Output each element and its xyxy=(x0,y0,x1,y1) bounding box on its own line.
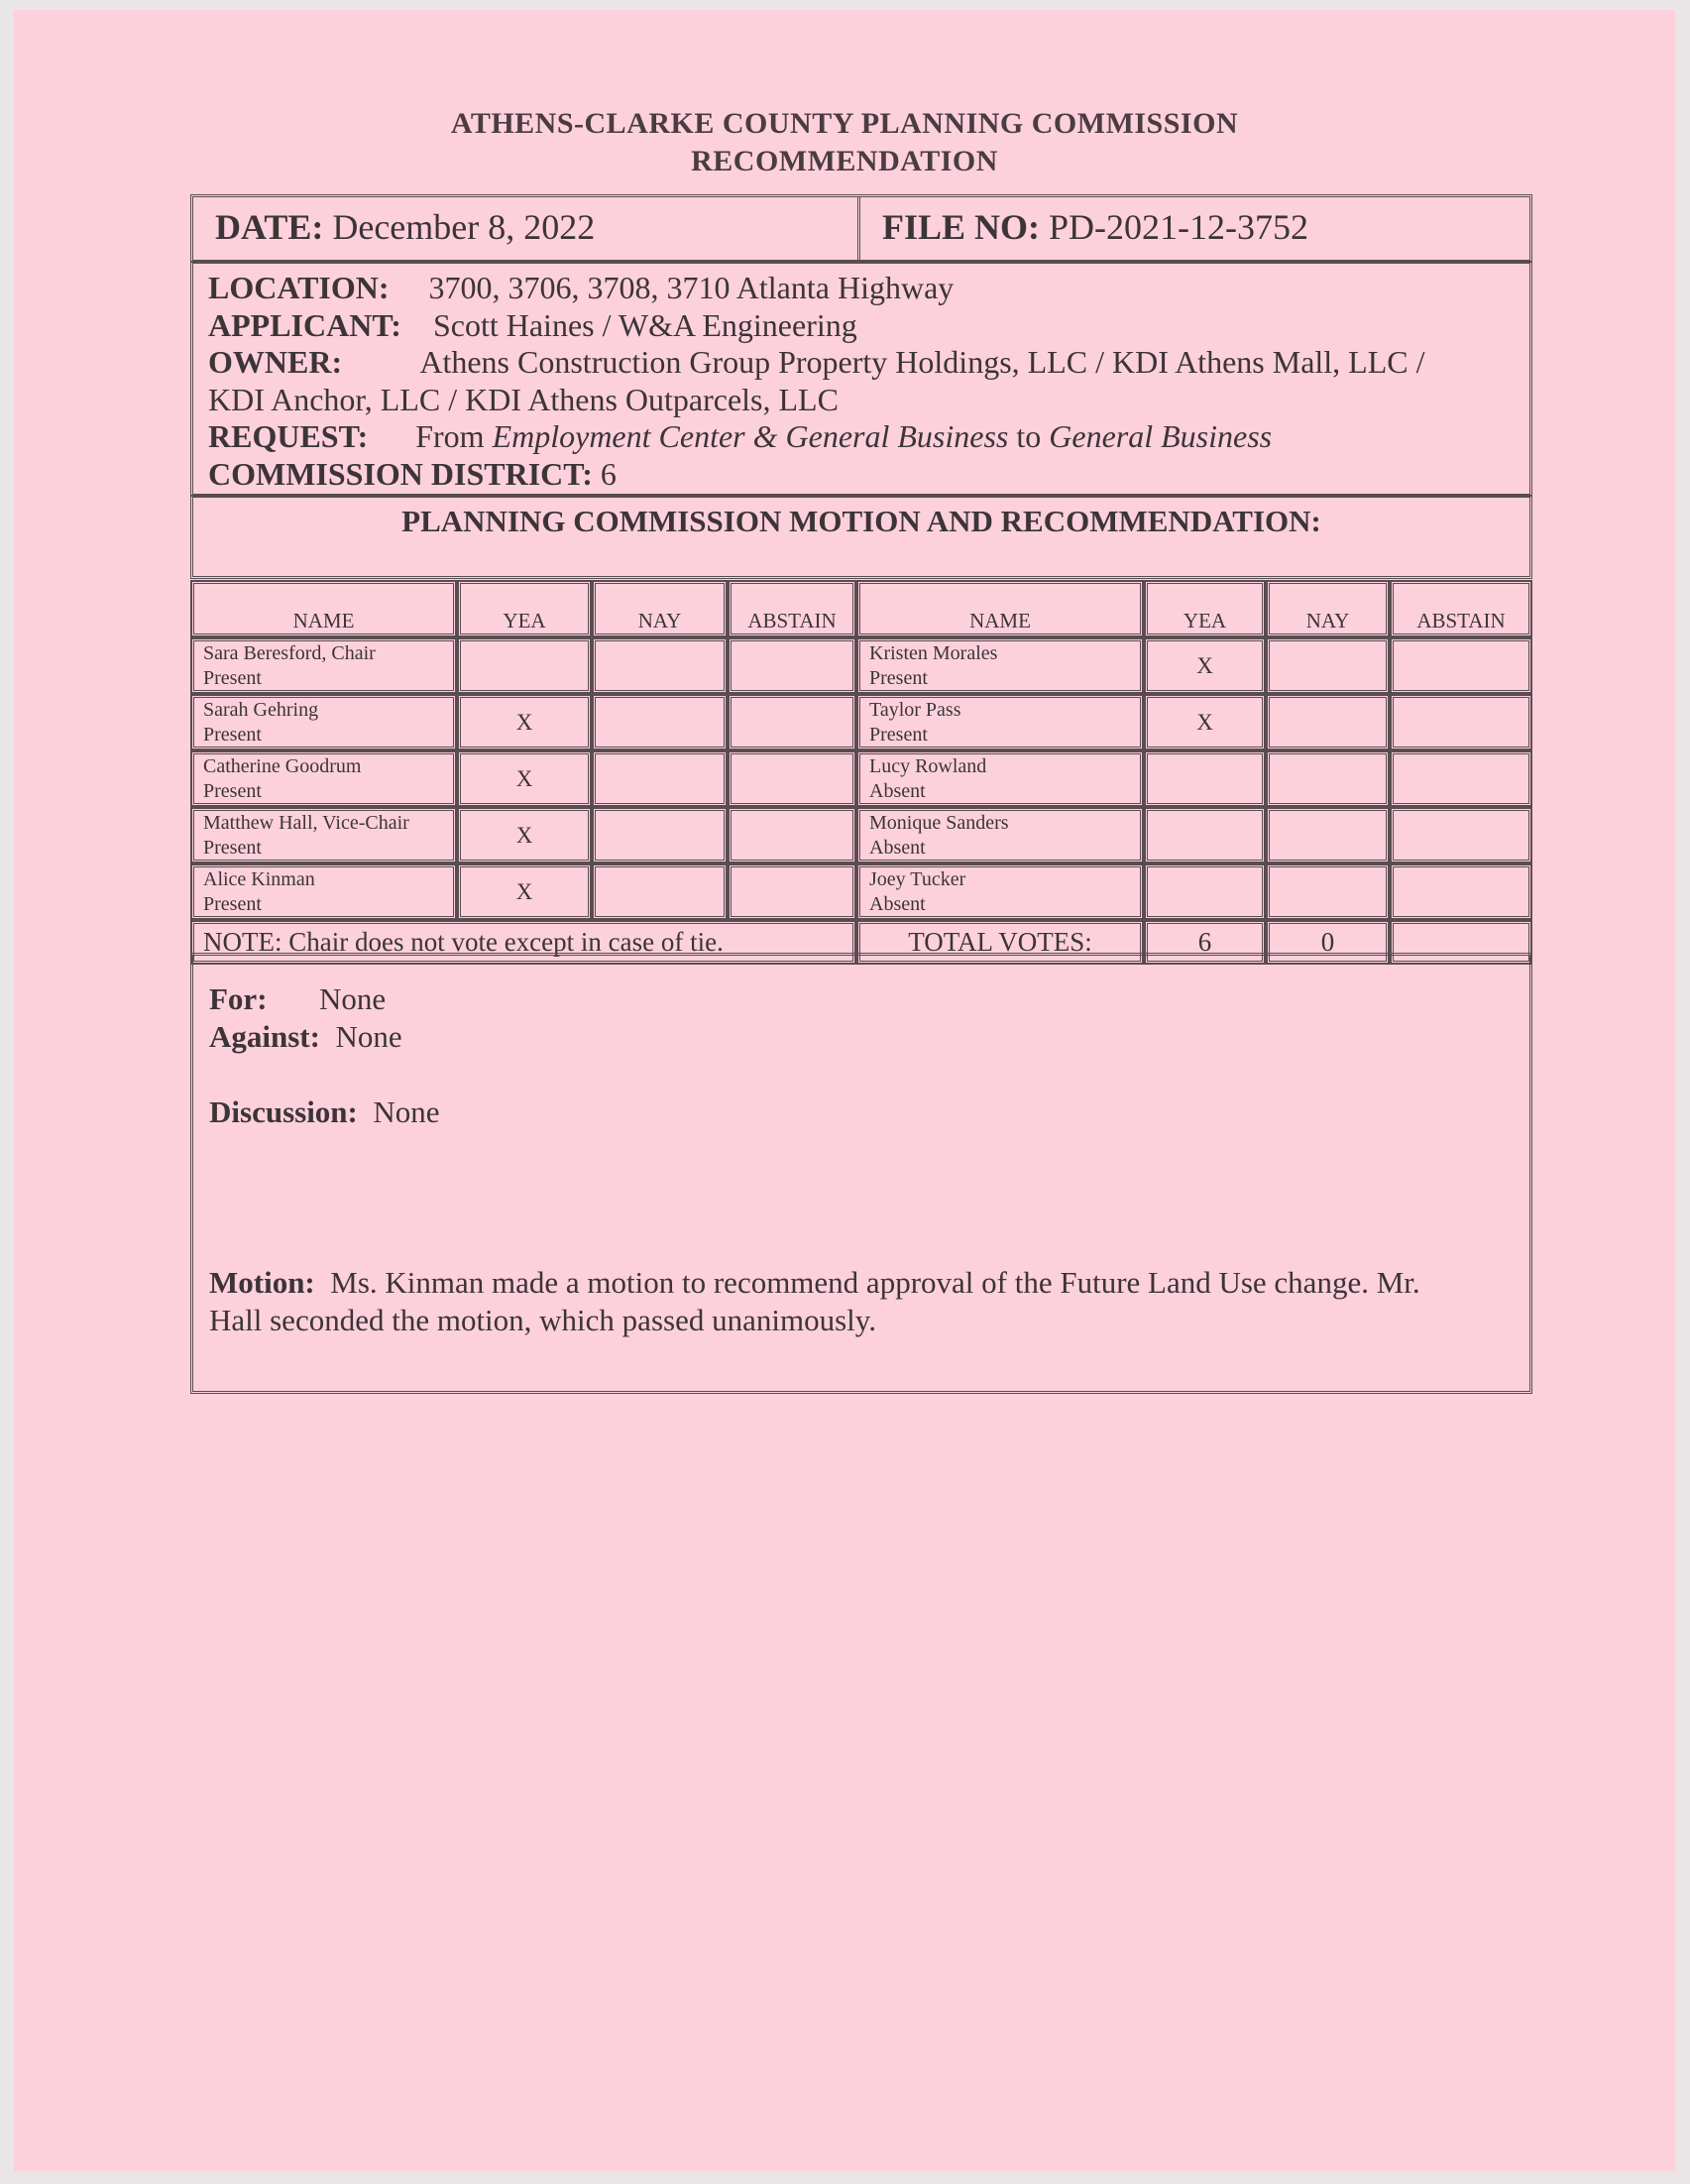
header-abstain-left: ABSTAIN xyxy=(728,580,856,637)
nay-cell xyxy=(1266,863,1390,920)
member-name: Joey Tucker xyxy=(869,868,966,890)
file-value: PD-2021-12-3752 xyxy=(1049,207,1308,247)
member-cell xyxy=(190,637,457,694)
yea-cell: X xyxy=(1144,694,1266,750)
total-nay: 0 xyxy=(1266,920,1390,965)
abstain-cell xyxy=(728,807,856,863)
applicant-line xyxy=(208,307,1529,345)
date-label: DATE: xyxy=(215,207,324,247)
discussion-label: Discussion: xyxy=(209,1094,358,1129)
nay-cell xyxy=(592,750,728,807)
member-name: Kristen Morales xyxy=(869,642,998,664)
header-nay-right: NAY xyxy=(1266,580,1390,637)
member-name: Sara Beresford, Chair xyxy=(203,642,376,664)
date-cell xyxy=(193,197,879,260)
member-cell xyxy=(856,863,1144,920)
owner-value-1: Athens Construction Group Property Holdings, LLC / KDI Athens Mall, LLC / xyxy=(419,344,1425,380)
abstain-cell xyxy=(1390,807,1532,863)
against-line xyxy=(209,1018,1515,1056)
vote-table-header xyxy=(190,580,1532,637)
yea-cell xyxy=(1144,750,1266,807)
for-value: None xyxy=(319,981,387,1016)
member-cell xyxy=(190,750,457,807)
member-name: Lucy Rowland xyxy=(869,755,987,777)
request-to-value: General Business xyxy=(1049,418,1273,454)
nay-cell xyxy=(1266,750,1390,807)
member-status: Absent xyxy=(869,893,926,915)
vote-table xyxy=(190,580,1532,965)
yea-cell: X xyxy=(457,863,592,920)
member-name: Matthew Hall, Vice-Chair xyxy=(203,812,409,834)
yea-cell: X xyxy=(1144,637,1266,694)
member-cell xyxy=(190,694,457,750)
motion-heading-row xyxy=(190,495,1532,579)
table-row xyxy=(190,807,1532,863)
comments-section xyxy=(190,953,1532,1394)
yea-cell: X xyxy=(457,750,592,807)
location-label: LOCATION: xyxy=(208,270,390,305)
member-status: Present xyxy=(203,893,262,915)
member-cell xyxy=(856,637,1144,694)
abstain-cell xyxy=(728,750,856,807)
discussion-value: None xyxy=(373,1094,440,1129)
member-cell xyxy=(856,750,1144,807)
total-yea: 6 xyxy=(1144,920,1266,965)
owner-line xyxy=(208,344,1529,382)
file-cell xyxy=(857,197,1554,260)
for-line xyxy=(209,980,1515,1018)
header-abstain-right: ABSTAIN xyxy=(1390,580,1532,637)
table-row xyxy=(190,750,1532,807)
motion-line-2 xyxy=(209,1302,1515,1339)
owner-line-2 xyxy=(208,382,1529,419)
member-cell xyxy=(190,863,457,920)
motion-heading: PLANNING COMMISSION MOTION AND RECOMMENDATION: xyxy=(401,504,1321,538)
yea-cell xyxy=(1144,863,1266,920)
nay-cell xyxy=(592,863,728,920)
member-status: Present xyxy=(869,667,928,689)
date-file-row xyxy=(190,194,1532,263)
nay-cell xyxy=(592,637,728,694)
document-title xyxy=(14,105,1675,180)
header-yea-left: YEA xyxy=(457,580,592,637)
member-status: Present xyxy=(203,667,262,689)
title-line-1: ATHENS-CLARKE COUNTY PLANNING COMMISSION xyxy=(450,107,1239,140)
chair-note: NOTE: Chair does not vote except in case of tie. xyxy=(190,920,856,965)
abstain-cell xyxy=(728,694,856,750)
nay-cell xyxy=(592,807,728,863)
header-name-left: NAME xyxy=(190,580,457,637)
request-from-value: Employment Center & General Business xyxy=(492,418,1009,454)
member-status: Absent xyxy=(869,780,926,802)
location-line xyxy=(208,270,1529,307)
request-label: REQUEST: xyxy=(208,418,369,454)
motion-value-2: Hall seconded the motion, which passed unanimously. xyxy=(209,1303,876,1337)
discussion-line xyxy=(209,1093,1515,1131)
yea-cell xyxy=(1144,807,1266,863)
owner-label: OWNER: xyxy=(208,344,343,380)
table-row xyxy=(190,863,1532,920)
abstain-cell xyxy=(1390,694,1532,750)
nay-cell xyxy=(592,694,728,750)
motion-value-1: Ms. Kinman made a motion to recommend approval of the Future Land Use change. Mr. xyxy=(330,1265,1420,1300)
member-name: Catherine Goodrum xyxy=(203,755,362,777)
abstain-cell xyxy=(728,637,856,694)
nay-cell xyxy=(1266,807,1390,863)
request-from: From xyxy=(415,418,485,454)
abstain-cell xyxy=(1390,750,1532,807)
member-name: Alice Kinman xyxy=(203,868,315,890)
case-info-section xyxy=(190,261,1532,497)
against-value: None xyxy=(335,1019,402,1054)
district-label: COMMISSION DISTRICT: xyxy=(208,455,593,492)
yea-cell: X xyxy=(457,807,592,863)
member-status: Present xyxy=(203,837,262,859)
abstain-cell xyxy=(1390,863,1532,920)
header-nay-left: NAY xyxy=(592,580,728,637)
table-row xyxy=(190,637,1532,694)
member-cell xyxy=(190,807,457,863)
table-row xyxy=(190,694,1532,750)
member-cell xyxy=(856,807,1144,863)
location-value: 3700, 3706, 3708, 3710 Atlanta Highway xyxy=(428,270,955,305)
member-name: Monique Sanders xyxy=(869,812,1009,834)
district-line xyxy=(208,456,1529,494)
motion-label: Motion: xyxy=(209,1265,315,1300)
applicant-value: Scott Haines / W&A Engineering xyxy=(432,306,857,343)
district-value: 6 xyxy=(600,455,617,492)
motion-line xyxy=(209,1264,1515,1302)
header-name-right: NAME xyxy=(856,580,1144,637)
request-line xyxy=(208,418,1529,456)
abstain-cell xyxy=(1390,637,1532,694)
request-to: to xyxy=(1016,418,1042,454)
abstain-cell xyxy=(728,863,856,920)
member-status: Absent xyxy=(869,837,926,859)
title-line-2: RECOMMENDATION xyxy=(691,145,998,177)
member-name: Sarah Gehring xyxy=(203,699,319,721)
nay-cell xyxy=(1266,694,1390,750)
member-cell xyxy=(856,694,1144,750)
applicant-label: APPLICANT: xyxy=(208,306,401,343)
member-status: Present xyxy=(203,780,262,802)
date-value: December 8, 2022 xyxy=(332,207,596,247)
member-status: Present xyxy=(869,724,928,746)
total-votes-label: TOTAL VOTES: xyxy=(856,920,1144,965)
against-label: Against: xyxy=(209,1019,320,1054)
yea-cell: X xyxy=(457,694,592,750)
header-yea-right: YEA xyxy=(1144,580,1266,637)
for-label: For: xyxy=(209,981,268,1016)
yea-cell xyxy=(457,637,592,694)
nay-cell xyxy=(1266,637,1390,694)
member-status: Present xyxy=(203,724,262,746)
member-name: Taylor Pass xyxy=(869,699,961,721)
owner-value-2: KDI Anchor, LLC / KDI Athens Outparcels, LLC xyxy=(208,381,839,417)
file-label: FILE NO: xyxy=(882,207,1041,247)
